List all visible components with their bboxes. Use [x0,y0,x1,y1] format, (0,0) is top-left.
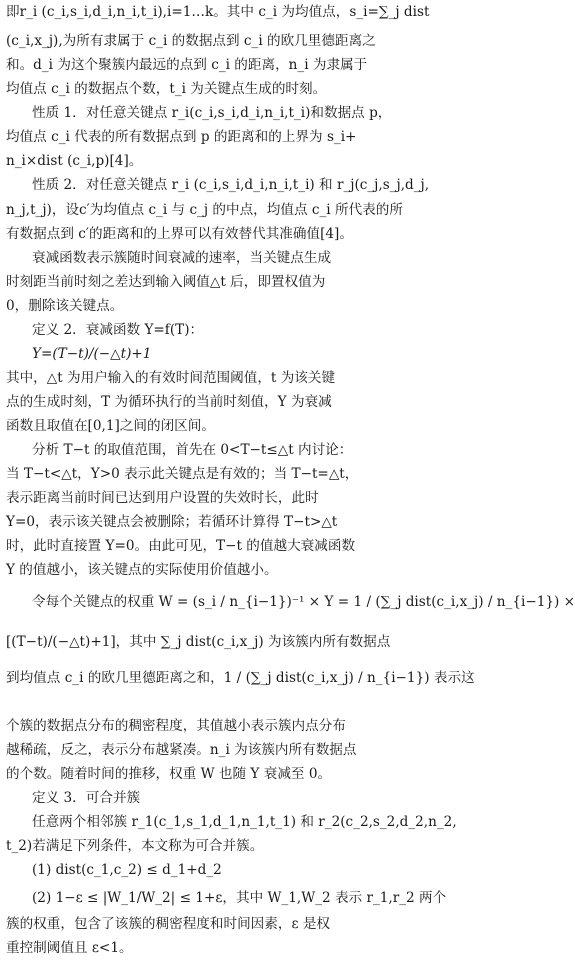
text-line: 其中，△t 为用户输入的有效时间范围阈值，t 为该关键 [6,370,336,386]
weight-formula: 令每个关键点的权重 W = (s_i / n_{i−1})⁻¹ × Y = 1 / (∑_j dist(c_i,x_j) / n_{i−1}) × [32,594,575,610]
text-line: Y 的值越小，该关键点的实际使用价值越小。 [6,562,278,578]
text-line: [(T−t)/(−△t)+1]，其中 ∑_j dist(c_i,x_j) 为该簇内所有数据点 [6,634,391,650]
text-line: 当 T−t<△t，Y>0 表示此关键点是有效的；当 T−t=△t， [6,466,359,482]
text-line: 个簇的数据点分布的稠密程度，其值越小表示簇内点分布 [6,718,346,734]
text-line: 有数据点到 c′的距离和的上界可以有效替代其准确值[4]。 [6,226,353,242]
text-line: 和。d_i 为这个聚簇内最远的点到 c_i 的距离，n_i 为隶属于 [6,57,368,73]
property-2: 性质 2．对任意关键点 r_i (c_i,s_i,d_i,n_i,t_i) 和 r_j(c_j,s_j,d_j, [32,177,430,193]
definition-2: 定义 2．衰减函数 Y=f(T)： [32,322,204,338]
definition-3: 定义 3．可合并簇 [32,790,141,806]
text-line: (c_i,x_j),为所有隶属于 c_i 的数据点到 c_i 的欧几里德距离之 [6,33,376,49]
text-line: 任意两个相邻簇 r_1(c_1,s_1,d_1,n_1,t_1) 和 r_2(c_2,s_2,d_2,n_2, [32,814,457,830]
condition-1: (1) dist(c_1,c_2) ≤ d_1+d_2 [32,862,222,878]
text-line: 表示距离当前时间已达到用户设置的失效时长，此时 [6,490,319,506]
text-line: 簇的权重，包含了该簇的稠密程度和时间因素，ε 是权 [6,916,331,932]
text-line: 重控制阈值且 ε<1。 [6,940,133,956]
text-line: n_i×dist (c_i,p)[4]。 [6,153,143,169]
text-line: 时刻距当前时刻之差达到输入阈值△t 后，即置权值为 [6,274,326,290]
text-line: 越稀疏，反之，表示分布越紧凑。n_i 为该簇内所有数据点 [6,742,357,758]
text-line: n_j,t_j)，设c′为均值点 c_i 与 c_j 的中点，均值点 c_i 所代表的所 [6,202,403,218]
condition-2: (2) 1−ε ≤ |W_1/W_2| ≤ 1+ε，其中 W_1,W_2 表示 r_1,r_2 两个 [32,890,447,906]
text-line: 均值点 c_i 的数据点个数，t_i 为关键点生成的时刻。 [6,81,327,97]
text-line: 均值点 c_i 代表的所有数据点到 p 的距离和的上界为 s_i+ [6,129,357,145]
text-line: 0，删除该关键点。 [6,298,124,314]
analysis-paragraph: 分析 T−t 的取值范围，首先在 0<T−t≤△t 内讨论： [32,442,353,458]
text-line: 的个数。随着时间的推移，权重 W 也随 Y 衰减至 0。 [6,766,332,782]
text-line: 函数且取值在[0,1]之间的闭区间。 [6,418,215,434]
text-line: 到均值点 c_i 的欧几里德距离之和，1 / (∑_j dist(c_i,x_j) / n_{i−1}) 表示这 [6,670,475,686]
text-line: t_2)若满足下列条件，本文称为可合并簇。 [6,838,264,854]
equation-decay: Y=(T−t)/(−△t)+1 [32,346,152,362]
property-1: 性质 1．对任意关键点 r_i(c_i,s_i,d_i,n_i,t_i)和数据点 p， [32,105,392,121]
text-line: 点的生成时刻，T 为循环执行的当前时刻值，Y 为衰减 [6,394,332,410]
paragraph-decay: 衰减函数表示簇随时间衰减的速率，当关键点生成 [32,250,332,266]
text-line: Y=0，表示该关键点会被删除；若循环计算得 T−t>△t [6,514,338,530]
text-line: 即r_i (c_i,s_i,d_i,n_i,t_i),i=1…k。其中 c_i 为均值点，s_i=∑_j dist [6,4,430,20]
text-line: 时，此时直接置 Y=0。由此可见，T−t 的值越大衰减函数 [6,538,356,554]
